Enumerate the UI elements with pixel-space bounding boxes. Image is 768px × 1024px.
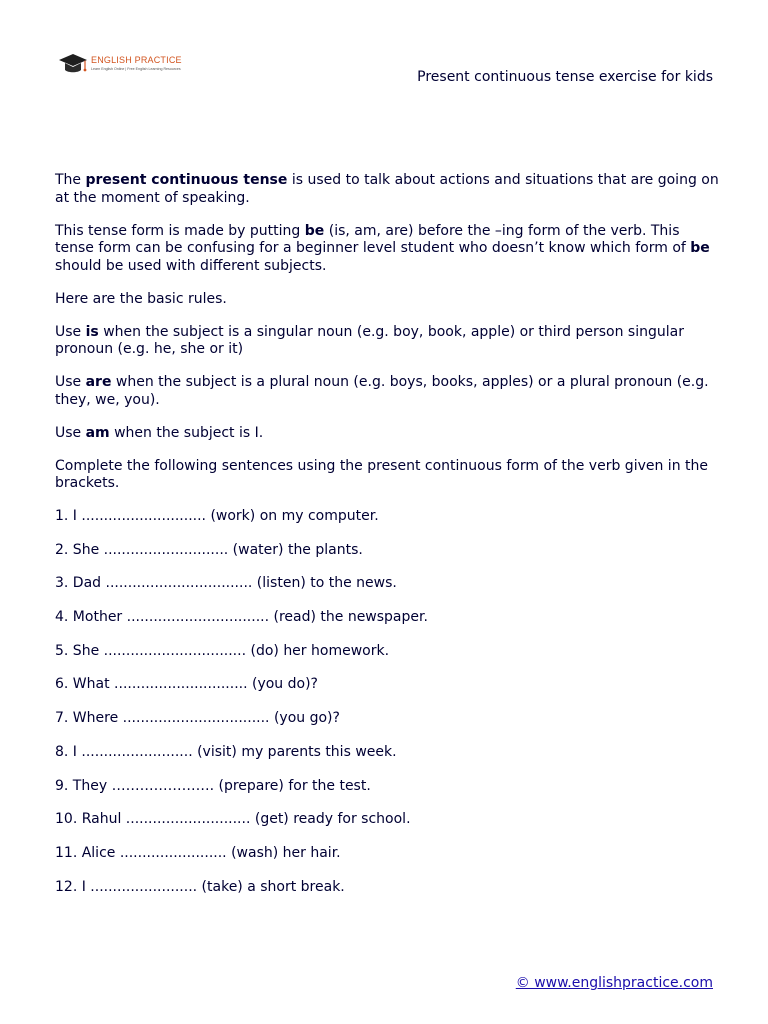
logo-title: ENGLISH PRACTICE bbox=[91, 55, 182, 65]
exercise-item: 5. She ................................ (do) her homework. bbox=[55, 642, 390, 659]
exercise-list bbox=[55, 508, 720, 896]
exercise-item: 9. They …………………. (prepare) for the test. bbox=[55, 777, 371, 794]
term-are: are bbox=[85, 374, 112, 390]
exercise-item: 12. I ........................ (take) a short break. bbox=[55, 878, 345, 895]
formation-paragraph: This tense form is made by putting be (is, am, are) before the –ing form of the verb. This tense form can be confusing for a beginner level student who doesn’t know which form of be should be used with different subjects. bbox=[55, 222, 710, 274]
exercise-item: 11. Alice ........................ (wash) her hair. bbox=[55, 844, 341, 861]
term-be: be bbox=[690, 240, 710, 256]
term-am: am bbox=[85, 424, 110, 441]
exercise-item: 3. Dad ................................. (listen) to the news. bbox=[55, 575, 397, 592]
graduation-cap-icon bbox=[56, 50, 90, 78]
document-body bbox=[55, 172, 720, 912]
exercise-item: 8. I ......................... (visit) my parents this week. bbox=[55, 743, 397, 760]
term-be: be bbox=[304, 222, 325, 239]
english-practice-logo[interactable] bbox=[56, 50, 196, 80]
page-header bbox=[0, 0, 768, 100]
term-is: is bbox=[85, 323, 99, 340]
logo-tagline: Learn English Online | Free English Learning Resources bbox=[91, 67, 181, 71]
exercise-item: 1. I ............................ (work) on my computer. bbox=[55, 508, 379, 524]
exercise-item: 2. She ............................ (water) the plants. bbox=[55, 541, 363, 558]
exercise-item: 7. Where ................................. (you go)? bbox=[55, 710, 340, 727]
intro-paragraph: The present continuous tense is used to talk about actions and situations that are going on at the moment of speaking. bbox=[55, 172, 719, 206]
exercise-item: 10. Rahul ............................ (get) ready for school. bbox=[55, 811, 411, 828]
footer-website-link[interactable]: © www.englishpractice.com bbox=[515, 975, 713, 991]
exercise-instruction: Complete the following sentences using the present continuous form of the verb given in the brackets. bbox=[55, 457, 708, 491]
exercise-item: 4. Mother ................................ (read) the newspaper. bbox=[55, 609, 428, 626]
exercise-item: 6. What .............................. (you do)? bbox=[55, 676, 318, 693]
rule-is: Use is when the subject is a singular noun (e.g. boy, book, apple) or third person singular pronoun (e.g. he, she or it) bbox=[55, 323, 684, 357]
document-title: Present continuous tense exercise for kids bbox=[417, 69, 713, 85]
rule-am: Use am when the subject is I. bbox=[55, 424, 264, 441]
rule-are: Use are when the subject is a plural noun (e.g. boys, books, apples) or a plural pronoun (e.g. they, we, you). bbox=[55, 374, 709, 408]
term-present-continuous: present continuous tense bbox=[85, 172, 288, 188]
rules-intro: Here are the basic rules. bbox=[55, 290, 227, 307]
